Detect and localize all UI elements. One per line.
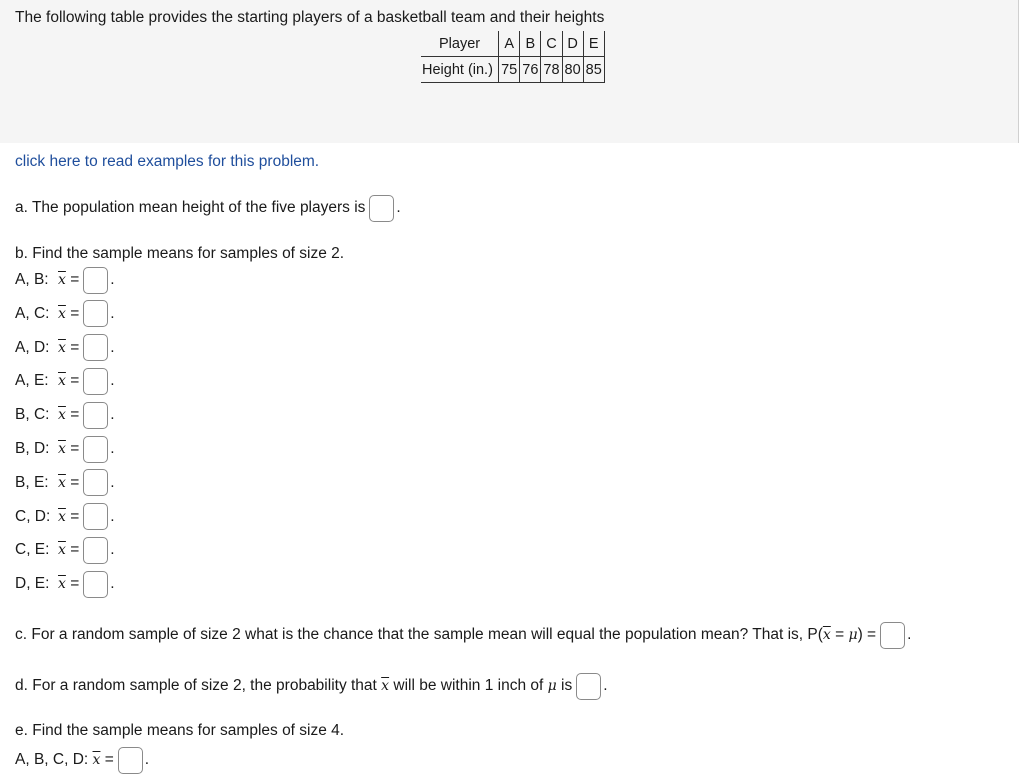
- sample-mean-row: [15, 502, 115, 532]
- question-d-text1: d. For a random sample of size 2, the probability that: [15, 677, 382, 694]
- equals-sign: =: [65, 440, 80, 457]
- question-a-text: a. The population mean height of the five players is: [15, 199, 366, 216]
- period: .: [110, 271, 115, 288]
- period: .: [144, 751, 150, 768]
- period: .: [110, 406, 115, 424]
- answer-d-input[interactable]: [576, 673, 601, 700]
- period: .: [603, 677, 608, 694]
- answer-e-input[interactable]: [118, 747, 143, 774]
- pair-mean-input[interactable]: [83, 436, 108, 463]
- player-cell: E: [583, 31, 604, 57]
- player-cell: B: [520, 31, 541, 57]
- pair-mean-input[interactable]: [83, 402, 108, 429]
- mu-symbol: μ: [547, 678, 557, 694]
- pair-label: A, E:: [15, 372, 49, 390]
- equals-sign: =: [100, 751, 114, 768]
- pair-mean-input[interactable]: [83, 300, 108, 327]
- pair-mean-input[interactable]: [83, 571, 108, 598]
- period: .: [110, 473, 115, 491]
- sample-mean-row: [15, 535, 115, 565]
- intro-text: The following table provides the starting players of a basketball team and their heights: [15, 9, 605, 26]
- question-b-text: b. Find the sample means for samples of size 2.: [15, 245, 345, 262]
- equals-sign: =: [830, 626, 849, 643]
- pair-label: A, C:: [15, 304, 50, 322]
- period: .: [110, 440, 115, 457]
- xbar-symbol: $\overline{x}$: [58, 576, 66, 593]
- pair-mean-input[interactable]: [83, 368, 108, 395]
- height-cell: 78: [541, 57, 562, 83]
- height-cell: 76: [520, 57, 541, 83]
- xbar-symbol: $\overline{x}$: [58, 542, 66, 559]
- problem-panel: [0, 0, 1019, 143]
- sample-mean-row: [15, 366, 115, 396]
- answer-a-input[interactable]: [369, 195, 394, 222]
- pair-label: A, D:: [15, 338, 50, 356]
- equals-sign: =: [65, 304, 80, 322]
- period: .: [110, 541, 115, 559]
- equals-sign: =: [65, 338, 80, 356]
- equals-sign: =: [65, 575, 80, 593]
- xbar-symbol: $\overline{x}$: [58, 474, 66, 491]
- sample-mean-row: [15, 265, 115, 295]
- period: .: [110, 372, 115, 390]
- period: .: [396, 199, 401, 216]
- table-row: [421, 57, 604, 83]
- sample-mean-row: [15, 434, 115, 464]
- xbar-symbol: $\overline{x}$: [58, 272, 66, 288]
- xbar-symbol: $\overline{x}$: [381, 678, 390, 694]
- question-e-text: e. Find the sample means for samples of size 4.: [15, 722, 345, 739]
- xbar-symbol: $\overline{x}$: [58, 339, 66, 356]
- period: .: [110, 507, 115, 525]
- heights-table: [421, 31, 605, 83]
- sample-mean-row: [15, 400, 115, 430]
- sample-mean-row: [15, 333, 115, 363]
- height-cell: 75: [499, 57, 520, 83]
- examples-link[interactable]: click here to read examples for this problem.: [15, 153, 320, 170]
- equals-sign: =: [65, 541, 80, 559]
- sample-mean-row: [15, 468, 115, 498]
- question-d-text2: will be within 1 inch of: [389, 677, 548, 694]
- pair-label: C, E:: [15, 541, 50, 559]
- height-cell: 85: [583, 57, 604, 83]
- xbar-symbol: $\overline{x}$: [58, 441, 66, 457]
- question-d: [15, 671, 608, 701]
- pair-mean-input[interactable]: [83, 469, 108, 496]
- pair-label: B, C:: [15, 406, 50, 424]
- xbar-symbol: $\overline{x}$: [58, 373, 66, 390]
- mu-symbol: μ: [848, 627, 858, 643]
- pair-label: C, D:: [15, 507, 51, 525]
- equals-sign: =: [65, 372, 80, 390]
- equals-sign: =: [65, 507, 80, 525]
- pair-label: B, D:: [15, 440, 50, 457]
- player-cell: C: [541, 31, 562, 57]
- pair-mean-input[interactable]: [83, 503, 108, 530]
- question-d-text3: is: [556, 677, 573, 694]
- period: .: [110, 575, 115, 593]
- period: .: [110, 304, 115, 322]
- equals-sign: =: [65, 473, 80, 491]
- sample-label: A, B, C, D:: [15, 751, 89, 768]
- answer-c-input[interactable]: [880, 622, 905, 649]
- sample-mean-row: [15, 299, 115, 329]
- equals-sign: =: [65, 406, 80, 424]
- pair-mean-input[interactable]: [83, 537, 108, 564]
- player-cell: A: [499, 31, 520, 57]
- sample-mean-row: [15, 569, 115, 599]
- question-e-row: [15, 745, 149, 775]
- row-header-height: Height (in.): [421, 57, 499, 83]
- pair-mean-input[interactable]: [83, 334, 108, 361]
- pair-label: A, B:: [15, 271, 49, 288]
- xbar-symbol: $\overline{x}$: [58, 508, 66, 525]
- player-cell: D: [562, 31, 583, 57]
- period: .: [907, 626, 912, 643]
- pair-label: B, E:: [15, 473, 49, 491]
- xbar-symbol: $\overline{x}$: [58, 407, 66, 424]
- question-c-end: ) =: [857, 626, 877, 643]
- row-header-player: Player: [421, 31, 499, 57]
- pair-label: D, E:: [15, 575, 50, 593]
- xbar-symbol: $\overline{x}$: [92, 752, 101, 768]
- question-c-text: c. For a random sample of size 2 what is the chance that the sample mean will equal the population mean? That is, P(: [15, 626, 823, 643]
- height-cell: 80: [562, 57, 583, 83]
- table-row: [421, 31, 604, 57]
- equals-sign: =: [65, 271, 80, 288]
- pair-mean-input[interactable]: [83, 267, 108, 294]
- xbar-symbol: $\overline{x}$: [822, 627, 831, 643]
- question-c: [15, 620, 911, 650]
- period: .: [110, 338, 115, 356]
- question-a: [15, 193, 401, 223]
- xbar-symbol: $\overline{x}$: [58, 305, 66, 322]
